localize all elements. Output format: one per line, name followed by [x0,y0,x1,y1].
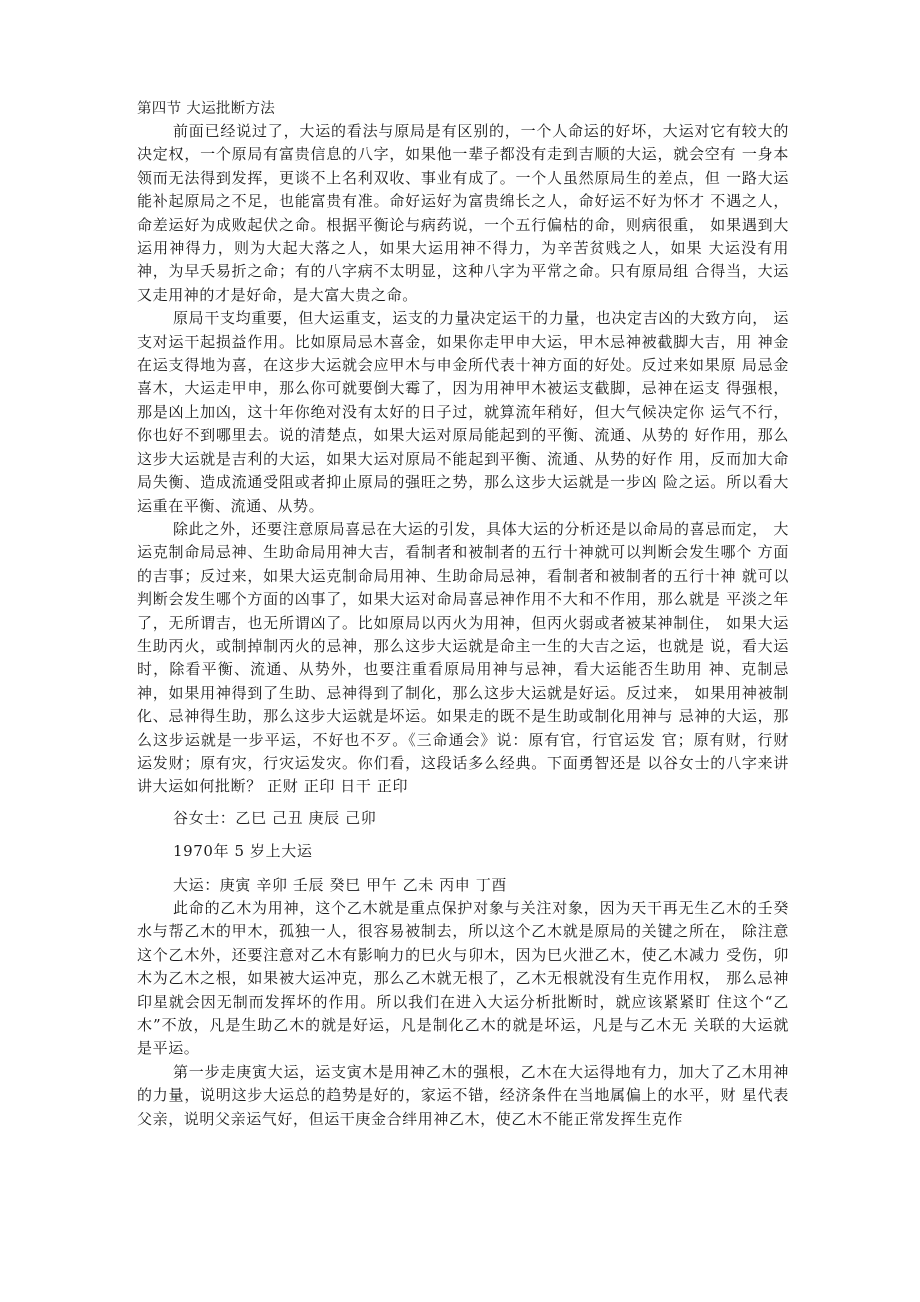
dayun-list-line: 大运：庚寅 辛卯 壬辰 癸巳 甲午 乙未 丙申 丁酉 [173,875,507,894]
paragraph-1: 前面已经说过了，大运的看法与原局是有区别的，一个人命运的好坏，大运对它有较大的决定权，一个原局有富贵信息的八字，如果他一辈子都没有走到吉顺的大运，就会空有 一身本领而无法得到发挥，更谈不上名利双收、事业有成了。一个人虽然原局生的差点，但 一路大运能补起原局之不足，也能富贵有准。命好运好为富贵绵长之人，命好运不好为怀才 不遇之人，命差运好为成败起伏之命。根据平衡论与病药说，一个五行偏枯的命，则病很重， 如果遇到大运用神得力，则为大起大落之人，如果大运用神不得力，为辛苦贫贱之人，如果 大运没有用神，为早夭易折之命；有的八字病不太明显，这种八字为平常之命。只有原局组 合得当，大运又走用神的才是好命，是大富大贵之命。 [137,122,789,304]
paragraph-4: 此命的乙木为用神，这个乙木就是重点保护对象与关注对象，因为天干再无生乙木的壬癸水与帮乙木的甲木，孤独一人，很容易被制去，所以这个乙木就是原局的关键之所在， 除注意这个乙木外，还要注意对乙木有影响力的巳火与卯木，因为巳火泄乙木，使乙木减力 受伤，卯木为乙木之根，如果被大运冲克，那么乙木就无根了，乙木无根就没有生克作用权， 那么忌神印星就会因无制而发挥坏的作用。所以我们在进入大运分析批断时，就应该紧紧盯 住这个“乙木”不放，凡是生助乙木的就是好运，凡是制化乙木的就是坏运，凡是与乙木无 关联的大运就是平运。 [137,899,789,1058]
bazi-chart-line: 谷女士：乙巳 己丑 庚辰 己卯 [173,808,377,827]
dayun-start-line: 1970年 5 岁上大运 [173,842,313,861]
paragraph-3: 除此之外，还要注意原局喜忌在大运的引发，具体大运的分析还是以命局的喜忌而定， 大运克制命局忌神、生助命局用神大吉，看制者和被制者的五行十神就可以判断会发生哪个 方面的吉事；反过来，如果大运克制命局用神、生助命局忌神，看制者和被制者的五行十神 就可以判断会发生哪个方面的凶事了，如果大运对命局喜忌神作用不大和不作用，那么就是 平淡之年了，无所谓吉，也无所谓凶了。比如原局以丙火为用神，但丙火弱或者被某神制住， 如果大运生助丙火，或制掉制丙火的忌神，那么这步大运就是命主一生的大吉之运，也就是 说，看大运时，除看平衡、流通、从势外，也要注重看原局用神与忌神，看大运能否生助用 神、克制忌神，如果用神得到了生助、忌神得到了制化，那么这步大运就是好运。反过来， 如果用神被制化、忌神得生助，那么这步大运就是坏运。如果走的既不是生助或制化用神与 忌神的大运，那么这步运就是一步平运，不好也不歹。《三命通会》说：原有官，行官运发 官；原有财，行财运发财；原有灾，行灾运发灾。你们看，这段话多么经典。下面勇智还是 以谷女士的八字来讲讲大运如何批断？ 正财 正印 日干 正印 [137,519,789,796]
paragraph-5: 第一步走庚寅大运，运支寅木是用神乙木的强根，乙木在大运得地有力，加大了乙木用神的力量，说明这步大运总的趋势是好的，家运不错，经济条件在当地属偏上的水平，财 星代表父亲，说明父亲运气好，但运干庚金合绊用神乙木，使乙木不能正常发挥生克作 [137,1062,789,1128]
paragraph-2: 原局干支均重要，但大运重支，运支的力量决定运干的力量，也决定吉凶的大致方向， 运支对运干起损益作用。比如原局忌木喜金，如果你走甲申大运，甲木忌神被截脚大吉，用 神金在运支得地为喜，在这步大运就会应甲木与申金所代表十神方面的好处。反过来如果原 局忌金喜木，大运走甲申，那么你可就要倒大霉了，因为用神甲木被运支截脚，忌神在运支 得强根，那是凶上加凶，这十年你绝对没有太好的日子过，就算流年稍好，但大气候决定你 运气不行，你也好不到哪里去。说的清楚点，如果大运对原局能起到的平衡、流通、从势的 好作用，那么这步大运就是吉利的大运，如果大运对原局不能起到平衡、流通、从势的好作 用，反而加大命局失衡、造成流通受阻或者抑止原局的强旺之势，那么这步大运就是一步凶 险之运。所以看大运重在平衡、流通、从势。 [137,309,789,515]
document-page [137,98,789,1131]
section-title: 第四节 大运批断方法 [137,101,276,117]
